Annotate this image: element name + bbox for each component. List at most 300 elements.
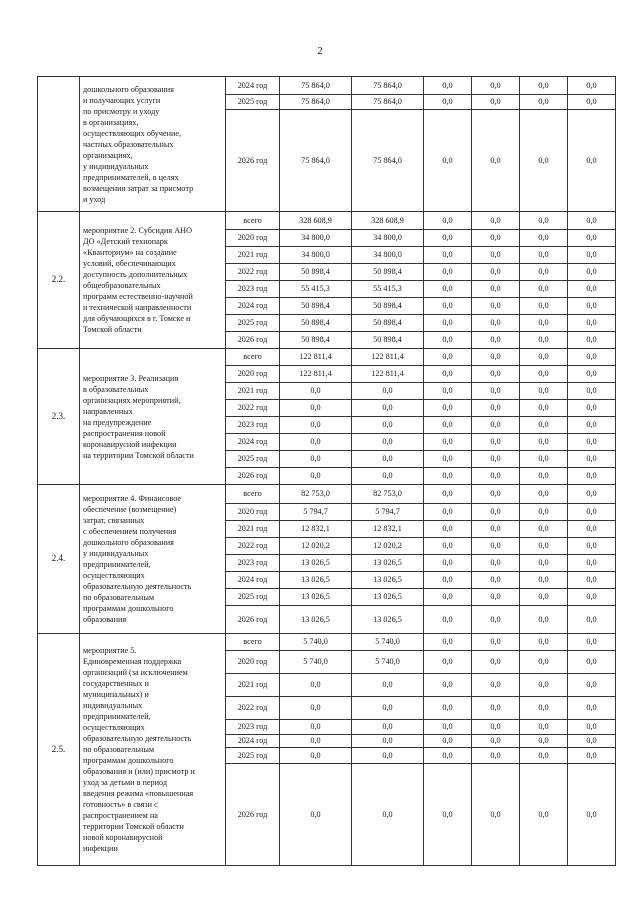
description-line: для обучающихся в г. Томске и — [83, 314, 191, 323]
amount-cell: 0,0 — [472, 634, 520, 651]
measure-number-cell: 2.5. — [38, 634, 80, 866]
description-line: новой коронавирусной — [83, 833, 163, 842]
period-cell: 2022 год — [226, 400, 280, 417]
amount-cell: 0,0 — [568, 451, 616, 468]
description-line: осуществляющих — [83, 571, 145, 580]
amount-cell: 0,0 — [568, 538, 616, 555]
amount-cell: 0,0 — [472, 77, 520, 95]
amount-cell: 75 864,0 — [280, 110, 352, 212]
amount-cell: 0,0 — [280, 451, 352, 468]
amount-cell: 0,0 — [520, 748, 568, 764]
amount-cell: 0,0 — [352, 468, 424, 485]
amount-cell: 0,0 — [520, 247, 568, 264]
description-line: и технической направленности — [83, 303, 192, 312]
amount-cell: 0,0 — [520, 315, 568, 332]
amount-cell: 75 864,0 — [280, 95, 352, 110]
amount-cell: 0,0 — [568, 264, 616, 281]
amount-cell: 0,0 — [568, 634, 616, 651]
amount-cell: 5 740,0 — [280, 651, 352, 674]
amount-cell: 0,0 — [472, 451, 520, 468]
amount-cell: 0,0 — [472, 110, 520, 212]
amount-cell: 0,0 — [424, 697, 472, 720]
amount-cell: 0,0 — [520, 720, 568, 735]
amount-cell: 0,0 — [520, 434, 568, 451]
amount-cell: 0,0 — [424, 315, 472, 332]
description-line: распространением на — [83, 811, 158, 820]
amount-cell: 0,0 — [424, 651, 472, 674]
amount-cell: 0,0 — [352, 748, 424, 764]
amount-cell: 0,0 — [352, 417, 424, 434]
period-cell: 2023 год — [226, 417, 280, 434]
description-line: программам дошкольного — [83, 604, 174, 613]
description-line: осуществляющих обучение, — [83, 128, 182, 138]
amount-cell: 0,0 — [424, 434, 472, 451]
description-line: готовность» в связи с — [83, 800, 158, 809]
amount-cell: 0,0 — [472, 417, 520, 434]
period-cell: всего — [226, 485, 280, 504]
amount-cell: 0,0 — [424, 281, 472, 298]
description-line: на предупреждение — [83, 417, 152, 427]
amount-cell: 0,0 — [568, 110, 616, 212]
amount-cell: 0,0 — [520, 212, 568, 230]
description-line: мероприятие 2. Субсидия АНО — [83, 226, 192, 235]
amount-cell: 0,0 — [472, 555, 520, 572]
amount-cell: 12 020,2 — [280, 538, 352, 555]
description-line: в организациях, — [83, 117, 139, 127]
period-cell: всего — [226, 634, 280, 651]
amount-cell: 0,0 — [424, 468, 472, 485]
amount-cell: 75 864,0 — [352, 110, 424, 212]
amount-cell: 50 898,4 — [280, 264, 352, 281]
amount-cell: 0,0 — [568, 349, 616, 366]
amount-cell: 0,0 — [520, 298, 568, 315]
description-line: введения режима «повышенная — [83, 789, 194, 798]
amount-cell: 13 026,5 — [280, 572, 352, 589]
amount-cell: 0,0 — [520, 606, 568, 634]
amount-cell: 0,0 — [424, 504, 472, 521]
amount-cell: 0,0 — [568, 589, 616, 606]
description-line: общеобразовательных — [83, 281, 161, 290]
amount-cell: 0,0 — [472, 332, 520, 349]
description-line: организациях, — [83, 150, 133, 160]
description-line: на территории Томской области — [83, 450, 194, 460]
amount-cell: 0,0 — [520, 538, 568, 555]
amount-cell: 0,0 — [520, 349, 568, 366]
amount-cell: 0,0 — [520, 651, 568, 674]
amount-cell: 0,0 — [568, 417, 616, 434]
amount-cell: 5 740,0 — [352, 651, 424, 674]
amount-cell: 0,0 — [280, 400, 352, 417]
amount-cell: 13 026,5 — [352, 606, 424, 634]
description-line: «Кванториум» на создание — [83, 248, 177, 257]
amount-cell: 0,0 — [472, 349, 520, 366]
description-line: образования и (или) присмотр и — [83, 767, 195, 776]
description-line: по образовательным — [83, 745, 155, 754]
amount-cell: 0,0 — [472, 468, 520, 485]
description-line: программам дошкольного — [83, 756, 174, 765]
description-line: обеспечение (возмещение) — [83, 505, 177, 514]
amount-cell: 0,0 — [520, 485, 568, 504]
amount-cell: 0,0 — [568, 555, 616, 572]
amount-cell: 75 864,0 — [280, 77, 352, 95]
amount-cell: 0,0 — [568, 485, 616, 504]
description-line: дошкольного образования — [83, 538, 174, 547]
amount-cell: 0,0 — [472, 315, 520, 332]
amount-cell: 0,0 — [424, 400, 472, 417]
measure-description-cell — [80, 212, 226, 349]
description-line: предпринимателей, в целях — [83, 172, 179, 182]
amount-cell: 0,0 — [568, 651, 616, 674]
amount-cell: 0,0 — [520, 366, 568, 383]
amount-cell: 0,0 — [520, 110, 568, 212]
amount-cell: 0,0 — [520, 230, 568, 247]
amount-cell: 122 811,4 — [352, 366, 424, 383]
amount-cell: 82 753,0 — [352, 485, 424, 504]
amount-cell: 0,0 — [520, 95, 568, 110]
description-line: территории Томской области — [83, 822, 184, 831]
amount-cell: 0,0 — [472, 434, 520, 451]
description-line: направленных — [83, 406, 133, 416]
amount-cell: 0,0 — [352, 400, 424, 417]
amount-cell: 0,0 — [352, 764, 424, 866]
amount-cell: 0,0 — [472, 538, 520, 555]
period-cell: 2022 год — [226, 697, 280, 720]
amount-cell: 0,0 — [568, 383, 616, 400]
amount-cell: 0,0 — [424, 451, 472, 468]
description-line: возмещения затрат за присмотр — [83, 183, 194, 193]
amount-cell: 0,0 — [520, 400, 568, 417]
description-line: условий, обеспечивающих — [83, 259, 176, 268]
measure-number-cell: 2.2. — [38, 212, 80, 349]
amount-cell: 13 026,5 — [352, 555, 424, 572]
amount-cell: 0,0 — [568, 400, 616, 417]
amount-cell: 0,0 — [472, 748, 520, 764]
amount-cell: 0,0 — [472, 606, 520, 634]
period-cell: 2026 год — [226, 110, 280, 212]
table-row — [38, 485, 616, 504]
description-line: образовательную деятельность — [83, 734, 192, 743]
period-cell: 2020 год — [226, 504, 280, 521]
amount-cell: 34 800,0 — [352, 247, 424, 264]
amount-cell: 0,0 — [520, 764, 568, 866]
amount-cell: 5 794,7 — [280, 504, 352, 521]
amount-cell: 50 898,4 — [280, 315, 352, 332]
amount-cell: 13 026,5 — [352, 589, 424, 606]
amount-cell: 50 898,4 — [352, 264, 424, 281]
amount-cell: 0,0 — [472, 281, 520, 298]
amount-cell: 34 800,0 — [280, 247, 352, 264]
period-cell: 2024 год — [226, 735, 280, 748]
description-line: и уход — [83, 194, 106, 204]
amount-cell: 0,0 — [424, 485, 472, 504]
amount-cell: 0,0 — [520, 383, 568, 400]
description-line: Томской области — [83, 325, 142, 334]
amount-cell: 0,0 — [568, 332, 616, 349]
period-cell: 2025 год — [226, 95, 280, 110]
description-line: образовательную деятельность — [83, 582, 192, 591]
amount-cell: 50 898,4 — [352, 332, 424, 349]
amount-cell: 12 832,1 — [352, 521, 424, 538]
description-line: программ естественно-научной — [83, 292, 193, 301]
amount-cell: 0,0 — [520, 555, 568, 572]
amount-cell: 122 811,4 — [352, 349, 424, 366]
amount-cell: 0,0 — [424, 674, 472, 697]
amount-cell: 0,0 — [520, 468, 568, 485]
amount-cell: 122 811,4 — [280, 366, 352, 383]
budget-table — [37, 76, 616, 866]
period-cell: 2026 год — [226, 764, 280, 866]
amount-cell: 5 740,0 — [352, 634, 424, 651]
amount-cell: 13 026,5 — [280, 555, 352, 572]
amount-cell: 0,0 — [424, 332, 472, 349]
amount-cell: 0,0 — [472, 383, 520, 400]
amount-cell: 5 740,0 — [280, 634, 352, 651]
amount-cell: 0,0 — [280, 468, 352, 485]
description-line: частных образовательных — [83, 139, 174, 149]
amount-cell: 0,0 — [568, 572, 616, 589]
amount-cell: 0,0 — [424, 748, 472, 764]
amount-cell: 0,0 — [352, 735, 424, 748]
amount-cell: 0,0 — [568, 281, 616, 298]
period-cell: 2020 год — [226, 366, 280, 383]
amount-cell: 13 026,5 — [280, 606, 352, 634]
amount-cell: 0,0 — [280, 697, 352, 720]
description-line: мероприятие 3. Реализация — [83, 373, 179, 383]
amount-cell: 0,0 — [424, 606, 472, 634]
period-cell: 2024 год — [226, 298, 280, 315]
amount-cell: 0,0 — [424, 95, 472, 110]
period-cell: 2024 год — [226, 77, 280, 95]
period-cell: 2021 год — [226, 247, 280, 264]
amount-cell: 0,0 — [280, 748, 352, 764]
amount-cell: 0,0 — [568, 315, 616, 332]
amount-cell: 0,0 — [472, 521, 520, 538]
period-cell: 2023 год — [226, 281, 280, 298]
amount-cell: 0,0 — [472, 95, 520, 110]
amount-cell: 0,0 — [568, 434, 616, 451]
period-cell: 2025 год — [226, 748, 280, 764]
amount-cell: 0,0 — [568, 748, 616, 764]
amount-cell: 0,0 — [472, 764, 520, 866]
measure-description-cell — [80, 485, 226, 634]
amount-cell: 75 864,0 — [352, 95, 424, 110]
amount-cell: 328 608,9 — [280, 212, 352, 230]
amount-cell: 0,0 — [352, 383, 424, 400]
period-cell: 2022 год — [226, 538, 280, 555]
amount-cell: 34 800,0 — [280, 230, 352, 247]
amount-cell: 0,0 — [280, 735, 352, 748]
amount-cell: 0,0 — [568, 468, 616, 485]
period-cell: 2024 год — [226, 572, 280, 589]
description-line: коронавирусной инфекции — [83, 439, 177, 449]
amount-cell: 328 608,9 — [352, 212, 424, 230]
amount-cell: 50 898,4 — [352, 298, 424, 315]
measure-description-cell — [80, 349, 226, 485]
table-row — [38, 77, 616, 95]
table-row — [38, 349, 616, 366]
period-cell: 2020 год — [226, 651, 280, 674]
amount-cell: 0,0 — [568, 230, 616, 247]
description-line: распространения новой — [83, 428, 166, 438]
amount-cell: 0,0 — [352, 451, 424, 468]
amount-cell: 0,0 — [424, 247, 472, 264]
description-line: индивидуальных — [83, 701, 143, 710]
description-line: и получающих услуги — [83, 95, 161, 105]
amount-cell: 0,0 — [520, 634, 568, 651]
amount-cell: 0,0 — [472, 697, 520, 720]
amount-cell: 0,0 — [424, 634, 472, 651]
amount-cell: 0,0 — [568, 735, 616, 748]
description-line: мероприятие 4. Финансовое — [83, 494, 182, 503]
amount-cell: 0,0 — [424, 349, 472, 366]
amount-cell: 0,0 — [568, 674, 616, 697]
description-line: у индивидуальных — [83, 161, 149, 171]
amount-cell: 0,0 — [280, 383, 352, 400]
amount-cell: 0,0 — [472, 485, 520, 504]
period-cell: 2026 год — [226, 468, 280, 485]
description-line: государственных и — [83, 679, 149, 688]
period-cell: всего — [226, 212, 280, 230]
page-number: 2 — [317, 45, 323, 57]
period-cell: 2022 год — [226, 264, 280, 281]
period-cell: всего — [226, 349, 280, 366]
amount-cell: 0,0 — [520, 735, 568, 748]
amount-cell: 0,0 — [280, 434, 352, 451]
amount-cell: 0,0 — [568, 521, 616, 538]
amount-cell: 0,0 — [280, 417, 352, 434]
amount-cell: 0,0 — [424, 720, 472, 735]
amount-cell: 0,0 — [520, 504, 568, 521]
amount-cell: 0,0 — [520, 697, 568, 720]
amount-cell: 0,0 — [352, 434, 424, 451]
amount-cell: 0,0 — [472, 298, 520, 315]
amount-cell: 0,0 — [424, 77, 472, 95]
amount-cell: 5 794,7 — [352, 504, 424, 521]
amount-cell: 0,0 — [568, 95, 616, 110]
amount-cell: 0,0 — [424, 417, 472, 434]
table-row — [38, 212, 616, 230]
amount-cell: 13 026,5 — [352, 572, 424, 589]
amount-cell: 0,0 — [568, 298, 616, 315]
table-row — [38, 634, 616, 651]
period-cell: 2024 год — [226, 434, 280, 451]
amount-cell: 0,0 — [424, 230, 472, 247]
amount-cell: 75 864,0 — [352, 77, 424, 95]
amount-cell: 82 753,0 — [280, 485, 352, 504]
description-line: предпринимателей, — [83, 712, 151, 721]
amount-cell: 0,0 — [520, 589, 568, 606]
description-line: уход за детьми в период — [83, 778, 168, 787]
amount-cell: 55 415,3 — [352, 281, 424, 298]
amount-cell: 12 832,1 — [280, 521, 352, 538]
description-line: в образовательных — [83, 384, 149, 394]
amount-cell: 0,0 — [568, 247, 616, 264]
amount-cell: 0,0 — [280, 720, 352, 735]
amount-cell: 50 898,4 — [280, 332, 352, 349]
measure-number-cell — [38, 77, 80, 212]
amount-cell: 0,0 — [520, 77, 568, 95]
amount-cell: 0,0 — [520, 281, 568, 298]
amount-cell: 0,0 — [568, 504, 616, 521]
measure-number-cell: 2.4. — [38, 485, 80, 634]
amount-cell: 0,0 — [424, 521, 472, 538]
amount-cell: 0,0 — [424, 264, 472, 281]
description-line: по образовательным — [83, 593, 155, 602]
description-line: организаций (за исключением — [83, 668, 188, 677]
description-line: осуществляющих — [83, 723, 145, 732]
description-line: организациях мероприятий, — [83, 395, 181, 405]
budget-table-body — [38, 77, 616, 866]
period-cell: 2021 год — [226, 383, 280, 400]
amount-cell: 34 800,0 — [352, 230, 424, 247]
amount-cell: 0,0 — [520, 264, 568, 281]
amount-cell: 0,0 — [568, 720, 616, 735]
amount-cell: 0,0 — [520, 572, 568, 589]
period-cell: 2023 год — [226, 555, 280, 572]
amount-cell: 0,0 — [568, 764, 616, 866]
amount-cell: 0,0 — [280, 764, 352, 866]
period-cell: 2020 год — [226, 230, 280, 247]
description-line: ДО «Детский технопарк — [83, 237, 168, 246]
amount-cell: 0,0 — [472, 212, 520, 230]
description-line: дошкольного образования — [83, 84, 174, 94]
measure-number-cell: 2.3. — [38, 349, 80, 485]
amount-cell: 0,0 — [472, 572, 520, 589]
description-line: образования — [83, 615, 127, 624]
amount-cell: 0,0 — [472, 651, 520, 674]
description-line: муниципальных) и — [83, 690, 149, 699]
amount-cell: 0,0 — [424, 298, 472, 315]
description-line: с обеспечением получения — [83, 527, 177, 536]
amount-cell: 0,0 — [568, 606, 616, 634]
amount-cell: 0,0 — [352, 674, 424, 697]
amount-cell: 12 020,2 — [352, 538, 424, 555]
period-cell: 2023 год — [226, 720, 280, 735]
amount-cell: 0,0 — [520, 332, 568, 349]
amount-cell: 0,0 — [472, 589, 520, 606]
amount-cell: 0,0 — [424, 735, 472, 748]
description-line: у индивидуальных — [83, 549, 149, 558]
amount-cell: 0,0 — [352, 720, 424, 735]
amount-cell: 0,0 — [424, 212, 472, 230]
amount-cell: 0,0 — [424, 366, 472, 383]
measure-description-cell — [80, 634, 226, 866]
period-cell: 2026 год — [226, 332, 280, 349]
amount-cell: 0,0 — [568, 212, 616, 230]
amount-cell: 0,0 — [472, 264, 520, 281]
amount-cell: 0,0 — [280, 674, 352, 697]
amount-cell: 0,0 — [352, 697, 424, 720]
amount-cell: 0,0 — [424, 110, 472, 212]
period-cell: 2025 год — [226, 451, 280, 468]
measure-description-cell — [80, 77, 226, 212]
amount-cell: 0,0 — [472, 366, 520, 383]
amount-cell: 0,0 — [472, 230, 520, 247]
period-cell: 2021 год — [226, 521, 280, 538]
description-line: мероприятие 5. — [83, 646, 137, 655]
amount-cell: 0,0 — [568, 366, 616, 383]
amount-cell: 0,0 — [424, 383, 472, 400]
period-cell: 2025 год — [226, 589, 280, 606]
amount-cell: 55 415,3 — [280, 281, 352, 298]
description-line: доступность дополнительных — [83, 270, 188, 279]
amount-cell: 0,0 — [568, 697, 616, 720]
amount-cell: 0,0 — [472, 400, 520, 417]
description-line: Единовременная поддержка — [83, 657, 182, 666]
amount-cell: 0,0 — [424, 538, 472, 555]
amount-cell: 0,0 — [424, 572, 472, 589]
period-cell: 2025 год — [226, 315, 280, 332]
